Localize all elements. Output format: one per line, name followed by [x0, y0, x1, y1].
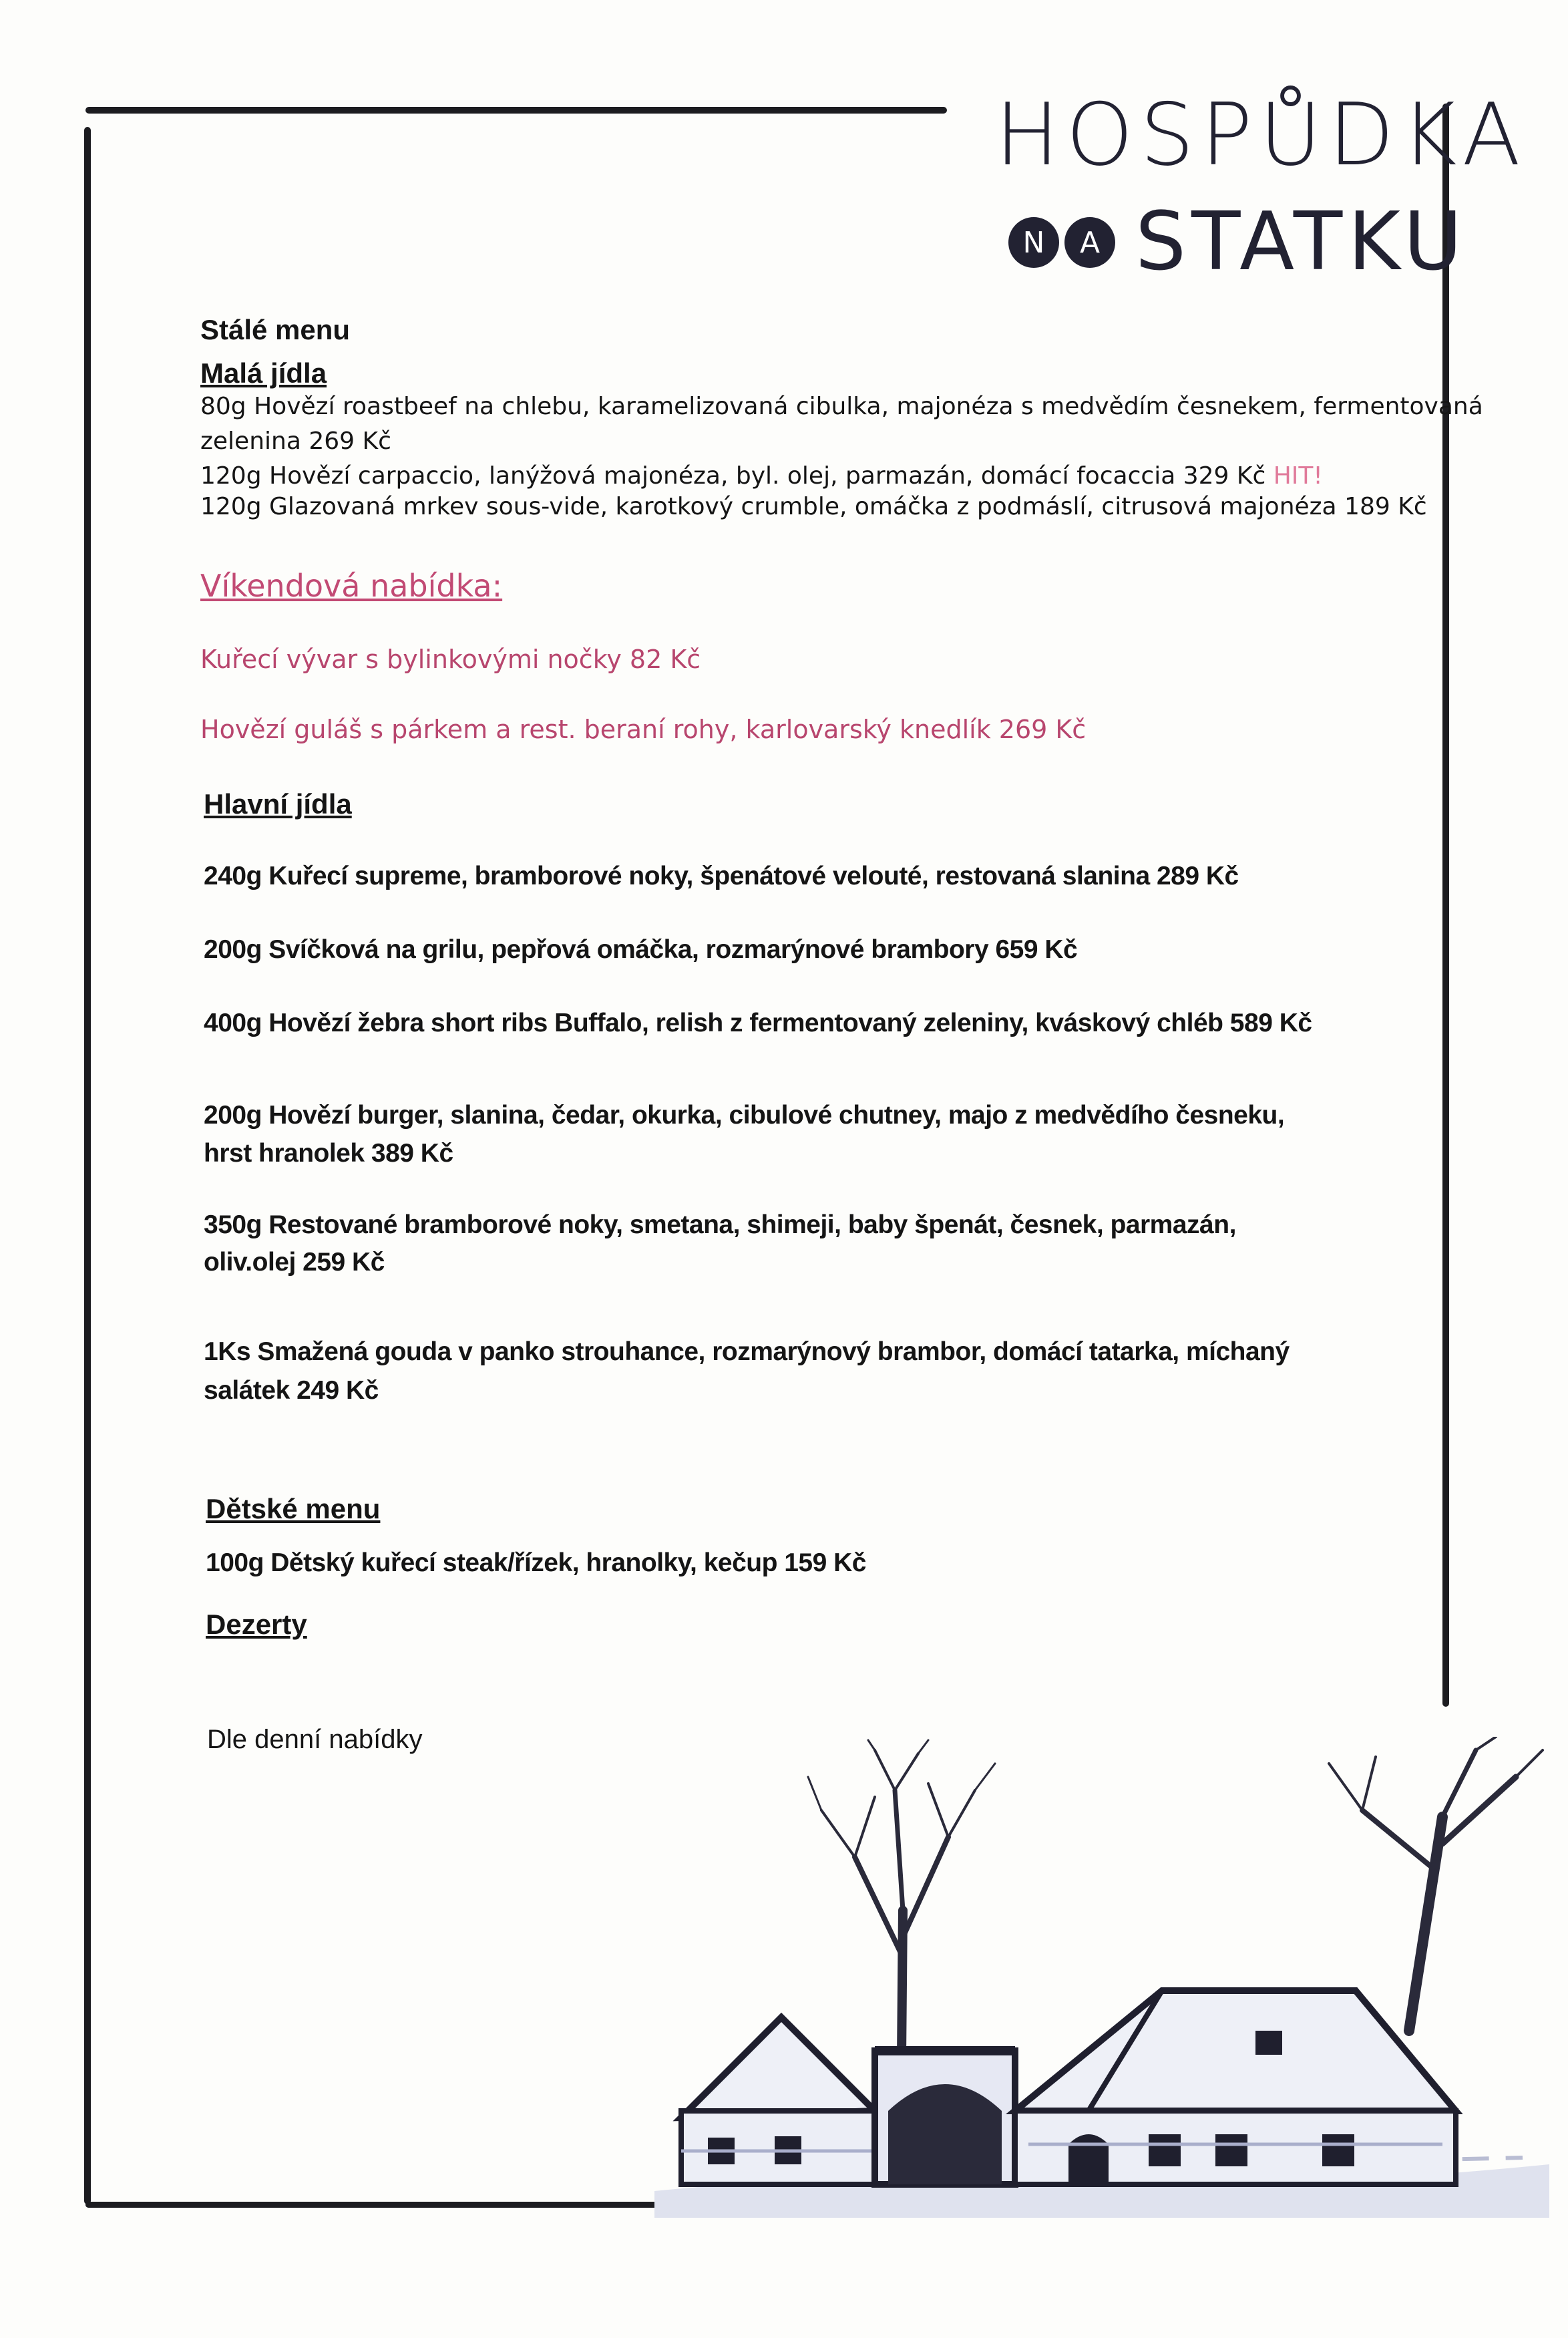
logo-circle-a: A — [1064, 217, 1115, 268]
main-dish-3: 400g Hovězí žebra short ribs Buffalo, relish z fermentovaný zeleniny, kváskový chléb 589 Kč — [204, 1009, 1312, 1037]
weekend-heading: Víkendová nabídka: — [200, 568, 503, 604]
logo-word-statku: STATKU — [1135, 196, 1468, 289]
weekend-item-2: Hovězí guláš s párkem a rest. beraní rohy, karlovarský knedlík 269 Kč — [200, 715, 1087, 744]
kids-dish-1: 100g Dětský kuřecí steak/řízek, hranolky, kečup 159 Kč — [206, 1548, 866, 1577]
small-dish-1-line2: zelenina 269 Kč — [200, 428, 391, 455]
hit-badge: HIT! — [1273, 462, 1323, 490]
small-dish-1-line1: 80g Hovězí roastbeef na chlebu, karamelizovaná cibulka, majonéza s medvědím česnekem, fermentovaná — [200, 393, 1483, 420]
main-dish-4-line1: 200g Hovězí burger, slanina, čedar, okurka, cibulové chutney, majo z medvědího česneku, — [204, 1101, 1285, 1130]
main-dish-6-line2: salátek 249 Kč — [204, 1376, 379, 1405]
weekend-item-1: Kuřecí vývar s bylinkovými nočky 82 Kč — [200, 645, 701, 674]
small-dish-2-text: 120g Hovězí carpaccio, lanýžová majonéza, byl. olej, parmazán, domácí focaccia 329 Kč — [200, 462, 1266, 490]
small-dish-2 — [200, 462, 1323, 490]
kids-menu-heading: Dětské menu — [206, 1493, 381, 1524]
tree-right — [1329, 1737, 1543, 2031]
main-dish-6-line1: 1Ks Smažená gouda v panko strouhance, rozmarýnový brambor, domácí tatarka, míchaný — [204, 1337, 1290, 1366]
frame-left-line — [84, 127, 91, 2204]
main-dish-4-line2: hrst hranolek 389 Kč — [204, 1139, 453, 1168]
small-dishes-heading: Malá jídla — [200, 357, 327, 389]
main-dish-5-line2: oliv.olej 259 Kč — [204, 1248, 385, 1277]
house-right — [1015, 1991, 1456, 2184]
logo-circle-n: N — [1008, 217, 1059, 268]
frame-right-line — [1442, 104, 1449, 1707]
desserts-text: Dle denní nabídky — [207, 1725, 423, 1754]
desserts-heading: Dezerty — [206, 1609, 307, 1640]
small-dish-3: 120g Glazovaná mrkev sous-vide, karotkový crumble, omáčka z podmáslí, citrusová majonéza 189 Kč — [200, 493, 1427, 520]
main-dish-1: 240g Kuřecí supreme, bramborové noky, špenátové velouté, restovaná slanina 289 Kč — [204, 862, 1239, 890]
tree-left — [808, 1740, 995, 2057]
restaurant-logo — [995, 86, 1527, 289]
frame-top-line — [85, 107, 947, 114]
main-dish-2: 200g Svíčková na grilu, pepřová omáčka, rozmarýnové brambory 659 Kč — [204, 935, 1078, 964]
house-left — [681, 2017, 875, 2184]
main-dishes-heading: Hlavní jídla — [204, 788, 352, 820]
logo-line1: HOSPŮDKA — [995, 86, 1527, 185]
logo-line2 — [1008, 196, 1468, 289]
main-dish-5-line1: 350g Restované bramborové noky, smetana, shimeji, baby špenát, česnek, parmazán, — [204, 1210, 1236, 1239]
menu-title: Stálé menu — [200, 314, 351, 345]
gate — [875, 2051, 1015, 2184]
farmhouse-illustration — [654, 1737, 1549, 2218]
